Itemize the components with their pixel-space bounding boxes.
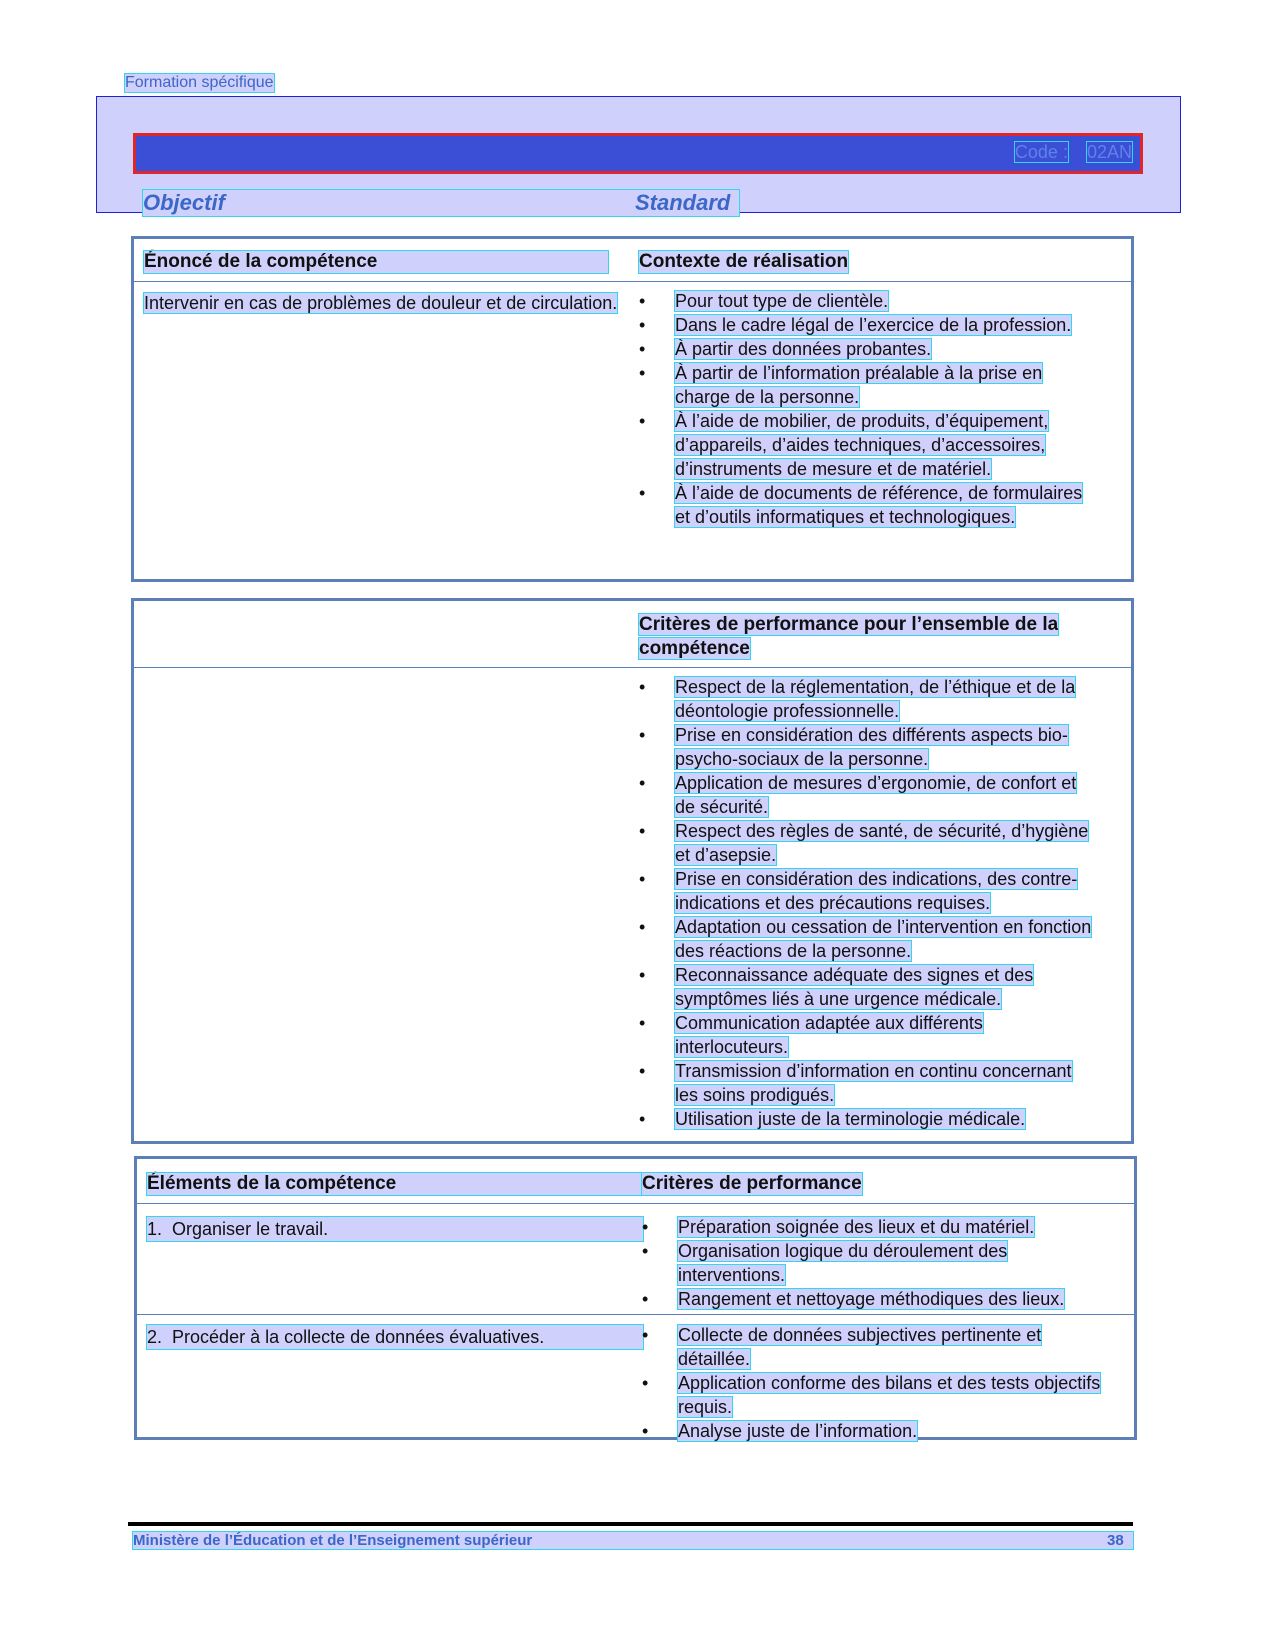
list-item: • Communication adaptée aux différents interlocuteurs. (639, 1011, 1097, 1059)
list-item: • Prise en considération des indications, des contre-indications et des précautions requises. (639, 867, 1097, 915)
list-item: • Rangement et nettoyage méthodiques des lieux. (642, 1287, 1112, 1311)
criteres-ensemble-header: Critères de performance pour l’ensemble de la compétence (639, 614, 1059, 659)
element-2: 2. Procéder à la collecte de données évaluatives. (147, 1325, 643, 1349)
criteres-header: Critères de performance (642, 1173, 862, 1194)
list-item: • Analyse juste de l’information. (642, 1419, 1112, 1443)
list-item: • À l’aide de documents de référence, de formulaires et d’outils informatiques et technologiques. (639, 481, 1097, 529)
footer-rule (128, 1522, 1133, 1526)
section-label: Formation spécifique (125, 74, 274, 91)
list-item: • Pour tout type de clientèle. (639, 289, 1097, 313)
list-item: • À partir des données probantes. (639, 337, 1097, 361)
list-item: • Respect de la réglementation, de l’éthique et de la déontologie professionnelle. (639, 675, 1097, 723)
list-item: • Application conforme des bilans et des tests objectifs requis. (642, 1371, 1112, 1419)
list-item: • Utilisation juste de la terminologie médicale. (639, 1107, 1097, 1131)
code-text (1013, 142, 1134, 163)
page-number: 38 (1107, 1532, 1124, 1549)
row-separator (137, 1314, 1134, 1315)
criteres-ensemble-table (131, 598, 1134, 1144)
list-item: • Préparation soignée des lieux et du matériel. (642, 1215, 1112, 1239)
elements-header: Éléments de la compétence (147, 1173, 643, 1195)
list-item: • Respect des règles de santé, de sécurité, d’hygiène et d’asepsie. (639, 819, 1097, 867)
code-bar (133, 133, 1143, 174)
standard-title: Standard (635, 190, 731, 215)
list-item: • Prise en considération des différents aspects bio-psycho-sociaux de la personne. (639, 723, 1097, 771)
list-item: • Reconnaissance adéquate des signes et des symptômes liés à une urgence médicale. (639, 963, 1097, 1011)
competence-table (131, 236, 1134, 582)
list-item: • À partir de l’information préalable à la prise en charge de la personne. (639, 361, 1097, 409)
list-item: • Organisation logique du déroulement des interventions. (642, 1239, 1112, 1287)
list-item: • Transmission d’information en continu concernant les soins prodigués. (639, 1059, 1097, 1107)
list-item: • Collecte de données subjectives pertinente et détaillée. (642, 1323, 1112, 1371)
footer-ministry: Ministère de l’Éducation et de l’Enseignement supérieur (133, 1532, 1133, 1549)
contexte-header: Contexte de réalisation (639, 251, 849, 272)
enonce-header: Énoncé de la compétence (144, 251, 608, 273)
enonce-text: Intervenir en cas de problèmes de douleur et de circulation. (144, 293, 618, 313)
list-item: • Adaptation ou cessation de l’intervention en fonction des réactions de la personne. (639, 915, 1097, 963)
element-1-criteres (642, 1215, 1112, 1311)
elements-table (134, 1156, 1137, 1440)
objectif-title: Objectif (143, 190, 739, 216)
element-1: 1. Organiser le travail. (147, 1217, 643, 1241)
list-item: • Dans le cadre légal de l’exercice de la profession. (639, 313, 1097, 337)
element-2-criteres (642, 1323, 1112, 1443)
list-item: • Application de mesures d’ergonomie, de confort et de sécurité. (639, 771, 1097, 819)
code-label: Code : (1014, 142, 1068, 162)
criteres-ensemble-list (639, 675, 1097, 1131)
list-item: • À l’aide de mobilier, de produits, d’équipement, d’appareils, d’aides techniques, d’accessoires, d’instruments de mesure et de matériel. (639, 409, 1097, 481)
contexte-list (639, 289, 1097, 529)
code-value: 02AN (1086, 142, 1132, 162)
